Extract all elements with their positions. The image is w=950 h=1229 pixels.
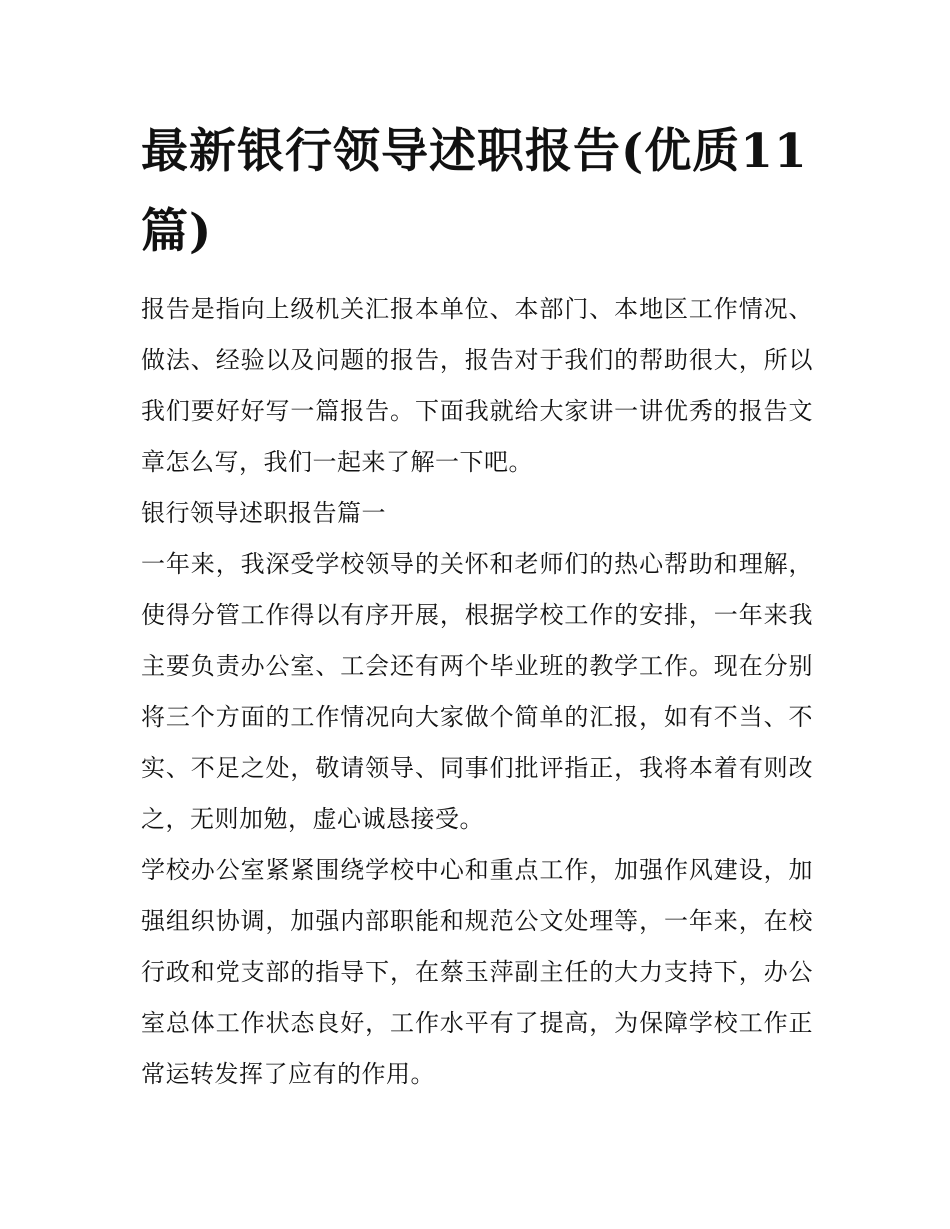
body-paragraph-1: 一年来，我深受学校领导的关怀和老师们的热心帮助和理解，使得分管工作得以有序开展，根据学校工作的安排，一年来我主要负责办公室、工会还有两个毕业班的教学工作。现在分别将三个方面的工作情况向大家做个简单的汇报，如有不当、不实、不足之处，敬请领导、同事们批评指正，我将本着有则改之，无则加勉，虚心诚恳接受。 bbox=[141, 550, 813, 833]
document-title: 最新银行领导述职报告(优质11篇) bbox=[141, 124, 808, 259]
document-page bbox=[141, 112, 813, 1100]
section-heading: 银行领导述职报告篇一 bbox=[141, 499, 386, 527]
body-paragraph-2: 学校办公室紧紧围绕学校中心和重点工作，加强作风建设，加强组织协调，加强内部职能和规范公文处理等，一年来，在校行政和党支部的指导下，在蔡玉萍副主任的大力支持下，办公室总体工作状态良好，工作水平有了提高，为保障学校工作正常运转发挥了应有的作用。 bbox=[141, 856, 813, 1088]
intro-paragraph: 报告是指向上级机关汇报本单位、本部门、本地区工作情况、做法、经验以及问题的报告，报告对于我们的帮助很大，所以我们要好好写一篇报告。下面我就给大家讲一讲优秀的报告文章怎么写，我们一起来了解一下吧。 bbox=[141, 295, 813, 476]
